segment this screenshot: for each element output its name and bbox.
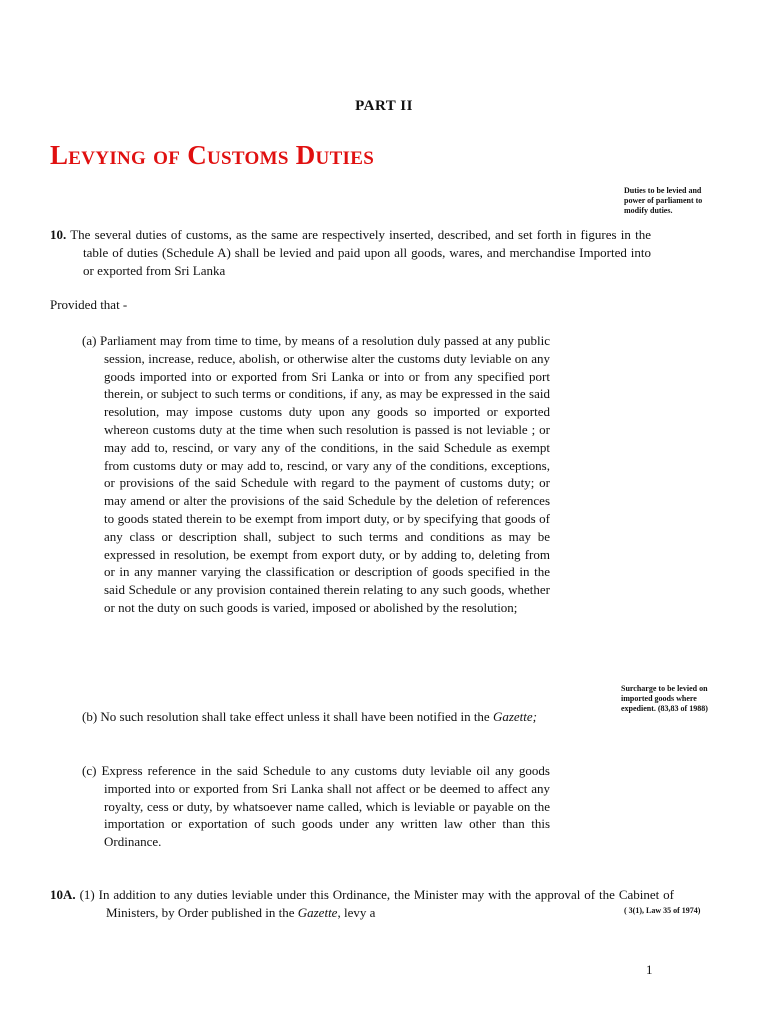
section-10: [50, 226, 651, 279]
proviso-item-a: (a) Parliament may from time to time, by means of a resolution duly passed at any public session, increase, reduce, abolish, or otherwise alter the customs duty leviable on any goods imported into or exported from Sri Lanka or into or from any specified port therein, or subject to such terms or conditions, if any, as may be expressed in the said resolution, may impose customs duty upon any goods so imported or exported whereon customs duty at the time when such resolution is passed is not leviable ; or may add to, rescind, or vary any of the conditions, in the said Schedule as exempt from customs duty or may add to, rescind, or vary any of the conditions, exceptions, or provisions of the said Schedule with regard to the payment of customs duty; or may amend or alter the provisions of the said Schedule by the deletion of references to goods stated therein to be exempt from import duty, or by specifying that goods of any class or description shall, subject to such terms and conditions as may be expressed in resolution, be exempt from export duty, or by adding to, deleting from or in any manner varying the classification or description of goods specified in the said Schedule or any provision contained therein relating to any such goods, whether or not the duty on such goods is varied, imposed or abolished by the resolution;: [82, 333, 550, 615]
section-10a-number: 10A.: [50, 887, 76, 902]
section-10a: [50, 886, 674, 922]
proviso-item-c: (c) Express reference in the said Schedule to any customs duty leviable oil any goods imported into or exported from Sri Lanka shall not affect or be deemed to affect any royalty, cess or duty, by whatsoever name called, which is leviable or payable on the importation or exportation of such goods under any written law other than this Ordinance.: [82, 763, 550, 850]
section-10a-suffix: , levy a: [337, 904, 376, 920]
section-heading: Levying of Customs Duties: [50, 140, 375, 170]
margin-note-surcharge: Surcharge to be levied on imported goods where expedient. (83,83 of 1988): [621, 684, 708, 713]
part-title: PART II: [355, 98, 413, 114]
margin-note-law: ( 3(1), Law 35 of 1974): [624, 906, 701, 915]
margin-note-duties: Duties to be levied and power of parliament to modify duties.: [624, 186, 703, 215]
section-10-text: The several duties of customs, as the same are respectively inserted, described, and set forth in figures in the table of duties (Schedule A) shall be levied and paid upon all goods, wares, and merchandise Imported into or exported from Sri Lanka: [70, 227, 652, 278]
page-number: 1: [646, 962, 653, 977]
section-10a-text: (1) In addition to any duties leviable under this Ordinance, the Minister may with the approval of the Cabinet of Ministers, by Order published in the: [79, 887, 675, 920]
section-10a-italic: Gazette: [297, 904, 338, 920]
proviso-item-b-text: (b) No such resolution shall take effect unless it shall have been notified in the: [82, 709, 490, 724]
proviso-item-b: [82, 708, 550, 726]
proviso-item-b-italic: Gazette;: [492, 709, 538, 724]
proviso-intro: Provided that -: [50, 297, 128, 312]
section-10-number: 10.: [50, 227, 67, 242]
